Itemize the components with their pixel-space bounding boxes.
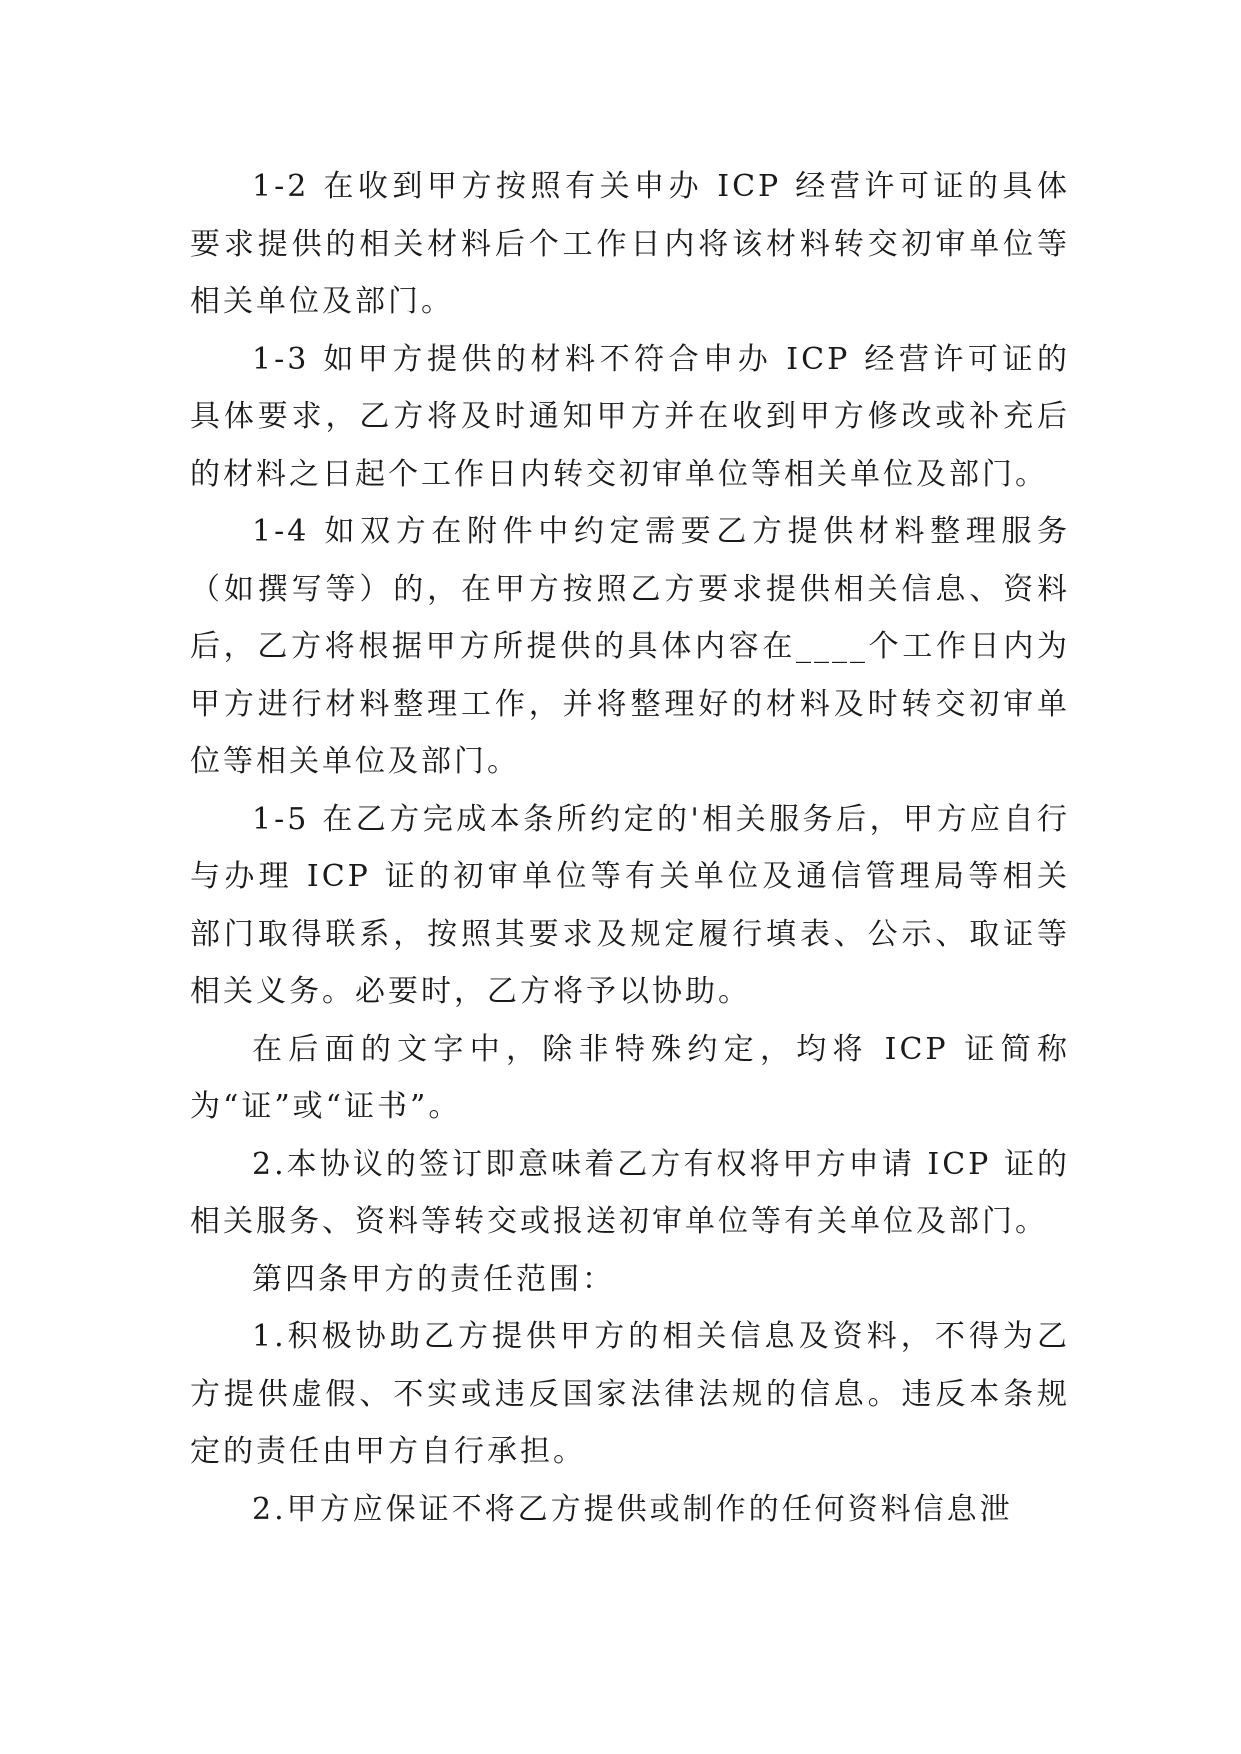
clause-1-2: 1-2 在收到甲方按照有关申办 ICP 经营许可证的具体要求提供的相关材料后个工作日内将该材料转交初审单位等相关单位及部门。 (190, 169, 1070, 319)
clause-1-3: 1-3 如甲方提供的材料不符合申办 ICP 经营许可证的具体要求，乙方将及时通知甲方并在收到甲方修改或补充后的材料之日起个工作日内转交初审单位等相关单位及部门。 (190, 341, 1070, 492)
clause-2: 2.本协议的签订即意味着乙方有权将甲方申请 ICP 证的相关服务、资料等转交或报送初审单位等有关单位及部门。 (190, 1146, 1070, 1239)
abbreviation-note: 在后面的文字中，除非特殊约定，均将 ICP 证简称为“证”或“证书”。 (190, 1031, 1070, 1124)
article-4-heading: 第四条甲方的责任范围： (252, 1261, 615, 1297)
article-4-item-2: 2.甲方应保证不将乙方提供或制作的任何资料信息泄 (252, 1491, 1013, 1527)
clause-1-4: 1-4 如双方在附件中约定需要乙方提供材料整理服务（如撰写等）的，在甲方按照乙方要求提供相关信息、资料后，乙方将根据甲方所提供的具体内容在____个工作日内为甲方进行材料整理工作，并将整理好的材料及时转交初审单位等相关单位及部门。 (190, 514, 1070, 779)
article-4-item-1: 1.积极协助乙方提供甲方的相关信息及资料，不得为乙方提供虚假、不实或违反国家法律法规的信息。违反本条规定的责任由甲方自行承担。 (190, 1319, 1070, 1469)
document-body (190, 158, 1070, 1538)
clause-1-5: 1-5 在乙方完成本条所约定的'相关服务后，甲方应自行与办理 ICP 证的初审单位等有关单位及通信管理局等相关部门取得联系，按照其要求及规定履行填表、公示、取证等相关义务。必要时，乙方将予以协助。 (190, 801, 1070, 1009)
